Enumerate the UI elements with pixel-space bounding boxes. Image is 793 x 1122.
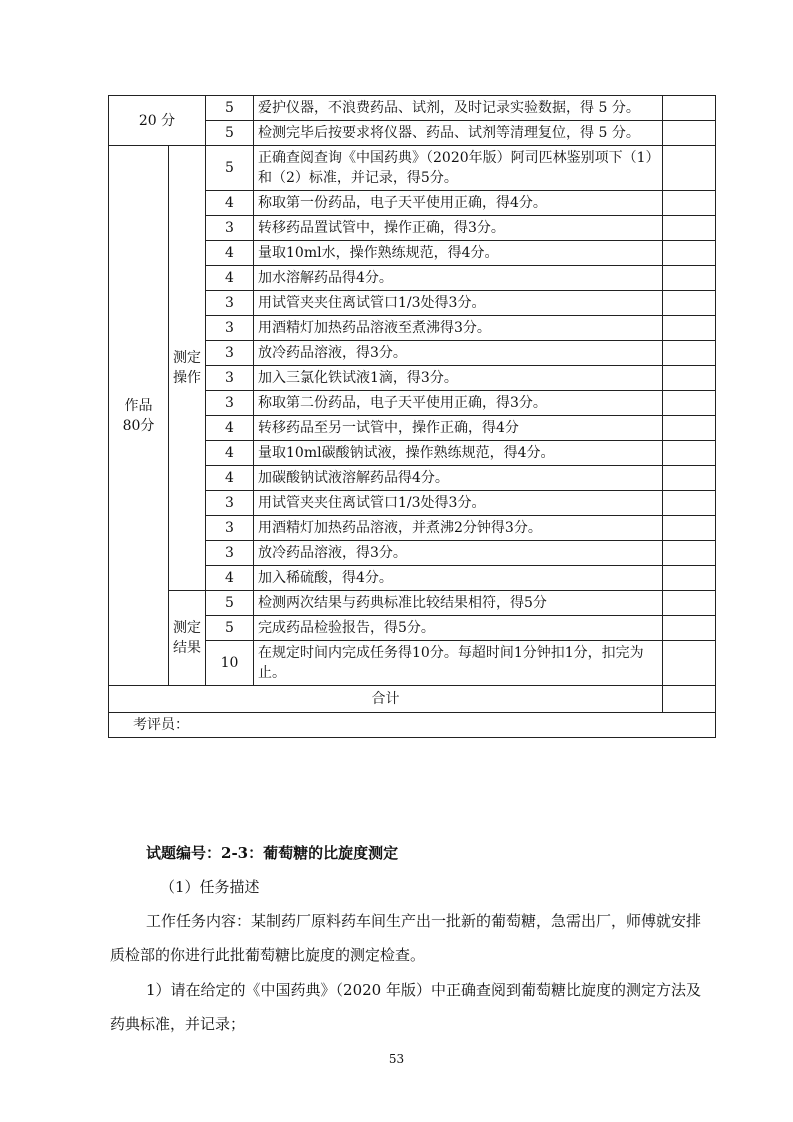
operation-subcategory-label: 测定 操作 [169,146,206,591]
score-cell: 4 [206,416,254,441]
criteria-cell: 量取10ml水，操作熟练规范，得4分。 [254,241,663,266]
work-category-label: 作品 80分 [109,146,169,686]
blank-score-cell [663,441,716,466]
criteria-cell: 称取第二份药品，电子天平使用正确，得3分。 [254,391,663,416]
criteria-cell: 检测完毕后按要求将仪器、药品、试剂等清理复位，得 5 分。 [254,121,663,146]
score-cell: 4 [206,241,254,266]
blank-score-cell [663,466,716,491]
scoring-table [108,95,716,738]
score-cell: 10 [206,641,254,686]
blank-score-cell [663,191,716,216]
score-cell: 4 [206,466,254,491]
total-row [109,686,716,713]
table-row [109,96,716,121]
criteria-cell: 加入稀硫酸，得4分。 [254,566,663,591]
criteria-cell: 转移药品置试管中，操作正确，得3分。 [254,216,663,241]
criteria-cell: 正确查阅查询《中国药典》（2020年版）阿司匹林鉴别项下（1）和（2）标准，并记录，得5分。 [254,146,663,191]
blank-score-cell [663,491,716,516]
criteria-cell: 量取10ml碳酸钠试液，操作熟练规范，得4分。 [254,441,663,466]
score-cell: 3 [206,341,254,366]
score-cell: 5 [206,146,254,191]
score-cell: 5 [206,121,254,146]
criteria-cell: 加碳酸钠试液溶解药品得4分。 [254,466,663,491]
blank-score-cell [663,416,716,441]
score-cell: 4 [206,441,254,466]
blank-score-cell [663,541,716,566]
blank-score-cell [663,216,716,241]
table-row [109,146,716,191]
score-cell: 4 [206,191,254,216]
blank-score-cell [663,616,716,641]
blank-score-cell [663,366,716,391]
blank-score-cell [663,96,716,121]
criteria-cell: 用酒精灯加热药品溶液，并煮沸2分钟得3分。 [254,516,663,541]
task-step-paragraph: 1）请在给定的《中国药典》（2020 年版）中正确查阅到葡萄糖比旋度的测定方法及药典标准，并记录； [110,981,701,1033]
total-label: 合计 [109,686,663,713]
criteria-cell: 用试管夹夹住离试管口1/3处得3分。 [254,491,663,516]
task-description-paragraph: 工作任务内容：某制药厂原料药车间生产出一批新的葡萄糖，急需出厂，师傅就安排质检部的你进行此批葡萄糖比旋度的测定检查。 [110,912,702,964]
blank-score-cell [663,291,716,316]
criteria-cell: 完成药品检验报告，得5分。 [254,616,663,641]
blank-score-cell [663,146,716,191]
blank-score-cell [663,241,716,266]
examiner-row [109,713,716,738]
blank-score-cell [663,591,716,616]
score-cell: 5 [206,616,254,641]
score-cell: 4 [206,266,254,291]
score-cell: 3 [206,541,254,566]
examiner-cell [109,713,716,738]
criteria-cell: 检测两次结果与药典标准比较结果相符，得5分 [254,591,663,616]
section-subtitle: （1）任务描述 [160,878,260,896]
score-cell: 4 [206,566,254,591]
blank-score-cell [663,316,716,341]
score-cell: 5 [206,591,254,616]
criteria-cell: 用酒精灯加热药品溶液至煮沸得3分。 [254,316,663,341]
section-title: 试题编号：2-3：葡萄糖的比旋度测定 [146,844,399,862]
result-subcategory-label: 测定 结果 [169,591,206,686]
blank-score-cell [663,566,716,591]
total-score-cell [663,686,716,713]
score-cell: 3 [206,391,254,416]
examiner-label: 考评员： [133,717,189,733]
blank-score-cell [663,516,716,541]
criteria-cell: 转移药品至另一试管中，操作正确，得4分 [254,416,663,441]
criteria-cell: 称取第一份药品，电子天平使用正确，得4分。 [254,191,663,216]
criteria-cell: 加水溶解药品得4分。 [254,266,663,291]
score-cell: 3 [206,366,254,391]
criteria-cell: 在规定时间内完成任务得10分。每超时间1分钟扣1分，扣完为止。 [254,641,663,686]
group-score-label: 20 分 [109,96,206,146]
blank-score-cell [663,121,716,146]
criteria-cell: 放冷药品溶液，得3分。 [254,541,663,566]
blank-score-cell [663,341,716,366]
criteria-cell: 爱护仪器，不浪费药品、试剂，及时记录实验数据，得 5 分。 [254,96,663,121]
score-cell: 3 [206,516,254,541]
score-cell: 5 [206,96,254,121]
blank-score-cell [663,391,716,416]
blank-score-cell [663,266,716,291]
table-row [109,591,716,616]
score-cell: 3 [206,291,254,316]
criteria-cell: 放冷药品溶液，得3分。 [254,341,663,366]
criteria-cell: 用试管夹夹住离试管口1/3处得3分。 [254,291,663,316]
blank-score-cell [663,641,716,686]
score-cell: 3 [206,216,254,241]
page-number: 53 [388,1052,405,1066]
criteria-cell: 加入三氯化铁试液1滴，得3分。 [254,366,663,391]
score-cell: 3 [206,316,254,341]
score-cell: 3 [206,491,254,516]
